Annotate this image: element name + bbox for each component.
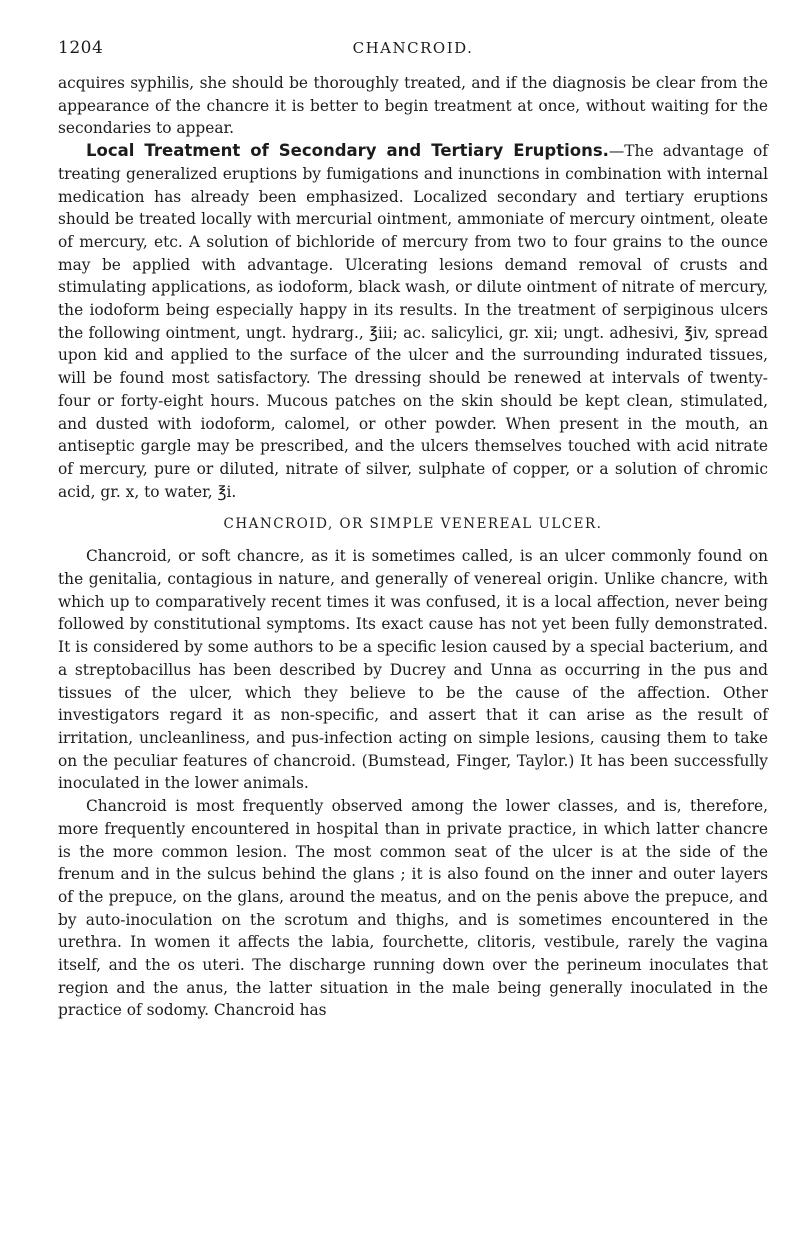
running-head bbox=[58, 38, 768, 62]
local-treatment-heading: Local Treatment of Secondary and Tertiary Eruptions. bbox=[86, 141, 609, 161]
paragraph-syphilis-continuation: acquires syphilis, she should be thoroughly treated, and if the diagnosis be clear from the appearance of the chancre it is better to begin treatment at once, without waiting for the secondaries to appear. bbox=[58, 74, 768, 138]
paragraph-chancroid-definition: Chancroid, or soft chancre, as it is sometimes called, is an ulcer commonly found on the genitalia, contagious in nature, and generally of venereal origin. Unlike chancre, with which up to comparatively recent times it was confused, it is a local affection, never being followed by constitutional symptoms. Its exact cause has not yet been fully demonstrated. It is considered by some authors to be a specific lesion caused by a special bacterium, and a streptobacillus has been described by Ducrey and Unna as occurring in the pus and tissues of the ulcer, which they believe to be the cause of the affection. Other investigators regard it as non-specific, and assert that it can arise as the result of irritation, uncleanliness, and pus-infection acting on simple lesions, causing them to take on the peculiar features of chancroid. (Bumstead, Finger, Taylor.) It has been successfully inoculated in the lower animals. bbox=[58, 547, 768, 793]
book-page bbox=[58, 38, 768, 1022]
paragraph-chancroid-occurrence: Chancroid is most frequently observed among the lower classes, and is, therefore, more frequently encountered in hospital than in private practice, in which latter chancre is the more common lesion. The most common seat of the ulcer is at the side of the frenum and in the sulcus behind the glans ; it is also found on the inner and outer layers of the prepuce, on the glans, around the meatus, and on the penis above the prepuce, and by auto-inoculation on the scrotum and thighs, and is sometimes encountered in the urethra. In women it affects the labia, fourchette, clitoris, vestibule, rarely the vagina itself, and the os uteri. The discharge running down over the perineum inoculates that region and the anus, the latter situation in the male being generally inoculated in the practice of sodomy. Chancroid has bbox=[58, 797, 768, 1020]
running-title: CHANCROID. bbox=[352, 39, 474, 57]
section-heading-chancroid: CHANCROID, OR SIMPLE VENEREAL ULCER. bbox=[223, 516, 603, 533]
page-number: 1204 bbox=[58, 38, 104, 58]
paragraph-local-treatment bbox=[58, 140, 768, 503]
local-treatment-body: —The advantage of treating generalized eruptions by fumigations and inunctions in combination with internal medication has already been emphasized. Localized secondary and tertiary eruptions should be treated locally with mercurial ointment, ammoniate of mercury ointment, oleate of mercury, etc. A solution of bichloride of mercury from two to four grains to the ounce may be applied with advantage. Ulcerating lesions demand removal of crusts and stimulating applications, as iodoform, black wash, or dilute ointment of nitrate of mercury, the iodoform being especially happy in its results. In the treatment of serpiginous ulcers the following ointment, ungt. hydrarg., ℥iii; ac. salicylici, gr. xii; ungt. adhesivi, ℥iv, spread upon kid and applied to the surface of the ulcer and the surrounding indurated tissues, will be found most satisfactory. The dressing should be renewed at intervals of twenty-four or forty-eight hours. Mucous patches on the skin should be kept clean, stimulated, and dusted with iodoform, calomel, or other powder. When present in the mouth, an antiseptic gargle may be prescribed, and the ulcers themselves touched with acid nitrate of mercury, pure or diluted, nitrate of silver, sulphate of copper, or a solution of chromic acid, gr. x, to water, ℥i. bbox=[58, 142, 768, 501]
